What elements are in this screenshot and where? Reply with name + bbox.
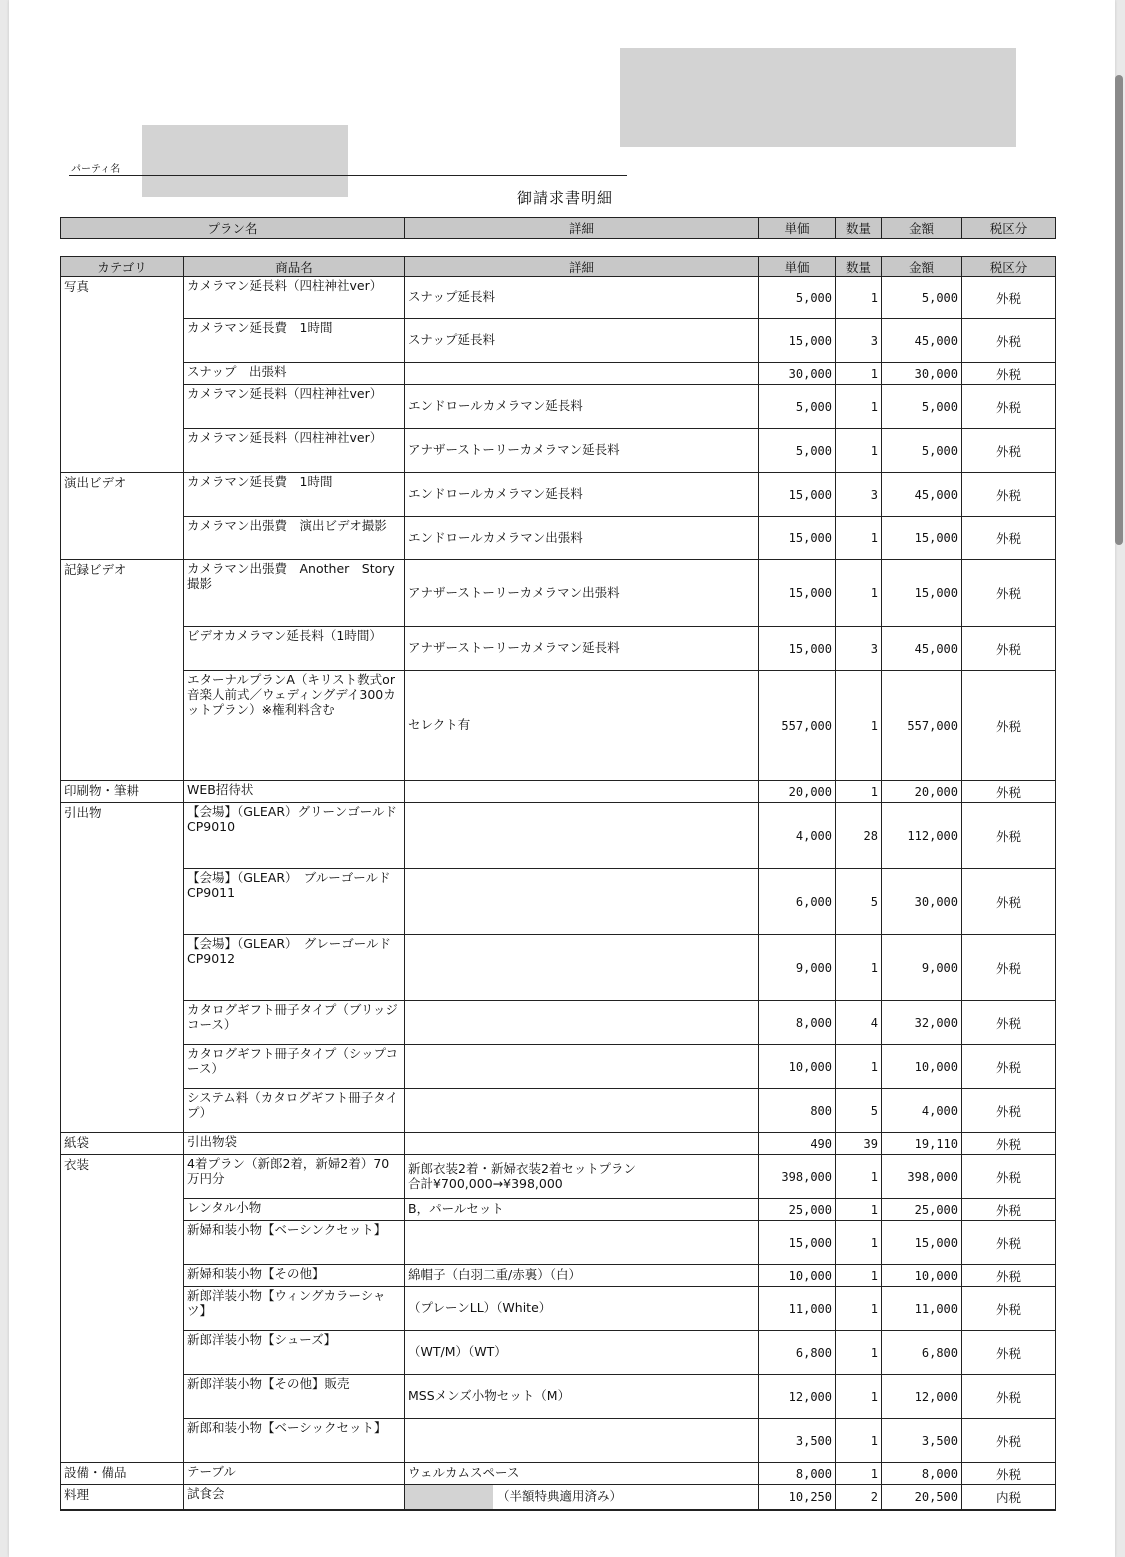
quantity-cell: 3	[836, 627, 882, 671]
detail-cell: アナザーストーリーカメラマン延長料	[405, 429, 759, 473]
quantity-cell: 3	[836, 319, 882, 363]
quantity-cell: 5	[836, 1089, 882, 1133]
detail-cell	[405, 781, 759, 803]
product-name-cell: カタログギフト冊子タイプ（シップコース）	[184, 1045, 405, 1089]
tax-type-cell: 外税	[962, 781, 1056, 803]
table-row	[61, 1485, 1056, 1511]
redacted-party-name	[142, 125, 348, 197]
detail-cell: （WT/M）（WT）	[405, 1331, 759, 1375]
table-row	[61, 1045, 1056, 1089]
product-name-cell: テーブル	[184, 1463, 405, 1485]
col-tax-type: 税区分	[962, 218, 1056, 239]
redacted-detail	[405, 1485, 493, 1509]
product-name-cell: 【会場】（GLEAR）グリーンゴールド CP9010	[184, 803, 405, 869]
table-row	[61, 319, 1056, 363]
amount-cell: 15,000	[882, 517, 962, 560]
detail-cell: MSSメンズ小物セット（M）	[405, 1375, 759, 1419]
quantity-cell: 1	[836, 1375, 882, 1419]
detail-cell	[405, 1089, 759, 1133]
product-name-cell: 新郎洋装小物【ウィングカラーシャツ】	[184, 1287, 405, 1331]
amount-cell: 5,000	[882, 385, 962, 429]
detail-cell	[405, 935, 759, 1001]
product-name-cell: 【会場】（GLEAR） グレーゴールド CP9012	[184, 935, 405, 1001]
quantity-cell: 1	[836, 1419, 882, 1463]
detail-cell	[405, 1001, 759, 1045]
table-row	[61, 473, 1056, 517]
tax-type-cell: 外税	[962, 429, 1056, 473]
detail-cell	[405, 1045, 759, 1089]
quantity-cell: 1	[836, 671, 882, 781]
col-amount: 金額	[882, 257, 962, 277]
detail-cell	[405, 869, 759, 935]
unit-price-cell: 10,000	[759, 1045, 836, 1089]
unit-price-cell: 5,000	[759, 277, 836, 319]
amount-cell: 8,000	[882, 1463, 962, 1485]
detail-cell	[405, 363, 759, 385]
quantity-cell: 1	[836, 517, 882, 560]
redacted-block-top-right	[620, 48, 1016, 147]
quantity-cell: 1	[836, 1287, 882, 1331]
product-name-cell: 【会場】（GLEAR） ブルーゴールド CP9011	[184, 869, 405, 935]
detail-cell: スナップ延長料	[405, 319, 759, 363]
tax-type-cell: 外税	[962, 473, 1056, 517]
quantity-cell: 1	[836, 363, 882, 385]
amount-cell: 30,000	[882, 363, 962, 385]
detail-line: 新郎衣装2着・新婦衣装2着セットプラン	[408, 1161, 637, 1177]
table-row	[61, 1133, 1056, 1155]
table-row	[61, 671, 1056, 781]
unit-price-cell: 3,500	[759, 1419, 836, 1463]
product-name-cell: カメラマン延長料（四柱神社ver）	[184, 429, 405, 473]
tax-type-cell: 外税	[962, 1375, 1056, 1419]
quantity-cell: 1	[836, 385, 882, 429]
unit-price-cell: 5,000	[759, 385, 836, 429]
tax-type-cell: 外税	[962, 1199, 1056, 1221]
category-cell: 印刷物・筆耕	[61, 781, 184, 803]
category-cell: 料理	[61, 1485, 184, 1511]
amount-cell: 10,000	[882, 1265, 962, 1287]
tax-type-cell: 外税	[962, 385, 1056, 429]
tax-type-cell: 外税	[962, 671, 1056, 781]
detail-cell	[405, 1221, 759, 1265]
quantity-cell: 1	[836, 1045, 882, 1089]
amount-cell: 15,000	[882, 1221, 962, 1265]
detail-cell: アナザーストーリーカメラマン出張料	[405, 560, 759, 627]
detail-cell: 綿帽子（白羽二重/赤裏）（白）	[405, 1265, 759, 1287]
quantity-cell: 1	[836, 1199, 882, 1221]
amount-cell: 398,000	[882, 1155, 962, 1199]
amount-cell: 45,000	[882, 473, 962, 517]
col-amount: 金額	[882, 218, 962, 239]
quantity-cell: 4	[836, 1001, 882, 1045]
plan-table	[60, 217, 1056, 239]
detail-cell: エンドロールカメラマン出張料	[405, 517, 759, 560]
unit-price-cell: 800	[759, 1089, 836, 1133]
unit-price-cell: 9,000	[759, 935, 836, 1001]
unit-price-cell: 10,000	[759, 1265, 836, 1287]
quantity-cell: 1	[836, 560, 882, 627]
tax-type-cell: 外税	[962, 517, 1056, 560]
detail-line: 合計¥700,000→¥398,000	[408, 1175, 563, 1191]
quantity-cell: 1	[836, 277, 882, 319]
table-row	[61, 627, 1056, 671]
unit-price-cell: 25,000	[759, 1199, 836, 1221]
unit-price-cell: 15,000	[759, 560, 836, 627]
amount-cell: 11,000	[882, 1287, 962, 1331]
unit-price-cell: 15,000	[759, 319, 836, 363]
tax-type-cell: 内税	[962, 1485, 1056, 1511]
table-row	[61, 869, 1056, 935]
col-quantity: 数量	[836, 257, 882, 277]
quantity-cell: 28	[836, 803, 882, 869]
detail-cell	[405, 803, 759, 869]
quantity-cell: 1	[836, 1463, 882, 1485]
document-title: 御請求書明細	[516, 189, 613, 207]
amount-cell: 20,500	[882, 1485, 962, 1511]
table-row	[61, 1463, 1056, 1485]
tax-type-cell: 外税	[962, 935, 1056, 1001]
product-name-cell: 新婦和装小物【その他】	[184, 1265, 405, 1287]
party-name-label: パーティ名	[71, 164, 121, 175]
category-cell: 設備・備品	[61, 1463, 184, 1485]
amount-cell: 557,000	[882, 671, 962, 781]
table-row	[61, 517, 1056, 560]
unit-price-cell: 8,000	[759, 1001, 836, 1045]
amount-cell: 15,000	[882, 560, 962, 627]
tax-type-cell: 外税	[962, 319, 1056, 363]
product-name-cell: カメラマン延長料（四柱神社ver）	[184, 277, 405, 319]
unit-price-cell: 30,000	[759, 363, 836, 385]
amount-cell: 45,000	[882, 319, 962, 363]
detail-cell: B，パールセット	[405, 1199, 759, 1221]
table-row	[61, 1419, 1056, 1463]
detail-cell: セレクト有	[405, 671, 759, 781]
detail-cell: （プレーンLL）（White）	[405, 1287, 759, 1331]
product-name-cell: カメラマン出張費 Another Story撮影	[184, 560, 405, 627]
unit-price-cell: 15,000	[759, 473, 836, 517]
tax-type-cell: 外税	[962, 627, 1056, 671]
table-row	[61, 1375, 1056, 1419]
unit-price-cell: 557,000	[759, 671, 836, 781]
table-row	[61, 1331, 1056, 1375]
table-row	[61, 1155, 1056, 1199]
product-name-cell: カタログギフト冊子タイプ（ブリッジコース）	[184, 1001, 405, 1045]
unit-price-cell: 8,000	[759, 1463, 836, 1485]
tax-type-cell: 外税	[962, 1155, 1056, 1199]
quantity-cell: 3	[836, 473, 882, 517]
table-row	[61, 385, 1056, 429]
detail-cell: ウェルカムスペース	[405, 1463, 759, 1485]
detail-cell	[405, 1485, 759, 1511]
product-name-cell: カメラマン延長料（四柱神社ver）	[184, 385, 405, 429]
product-name-cell: 引出物袋	[184, 1133, 405, 1155]
product-name-cell: カメラマン延長費 1時間	[184, 473, 405, 517]
product-name-cell: カメラマン出張費 演出ビデオ撮影	[184, 517, 405, 560]
tax-type-cell: 外税	[962, 869, 1056, 935]
table-row	[61, 1001, 1056, 1045]
detail-text: （半額特典適用済み）	[497, 1488, 623, 1504]
product-name-cell: システム料（カタログギフト冊子タイプ）	[184, 1089, 405, 1133]
tax-type-cell: 外税	[962, 363, 1056, 385]
product-name-cell: 新婦和装小物【ベーシンクセット】	[184, 1221, 405, 1265]
scrollbar-thumb[interactable]	[1115, 75, 1123, 545]
col-unit-price: 単価	[759, 257, 836, 277]
amount-cell: 112,000	[882, 803, 962, 869]
quantity-cell: 5	[836, 869, 882, 935]
table-row	[61, 935, 1056, 1001]
unit-price-cell: 5,000	[759, 429, 836, 473]
quantity-cell: 1	[836, 935, 882, 1001]
category-cell: 紙袋	[61, 1133, 184, 1155]
amount-cell: 9,000	[882, 935, 962, 1001]
detail-cell	[405, 1155, 759, 1199]
product-name-cell: エターナルプランA（キリスト教式or音楽人前式／ウェディングデイ300カットプラン）※権利料含む	[184, 671, 405, 781]
quantity-cell: 1	[836, 1331, 882, 1375]
tax-type-cell: 外税	[962, 803, 1056, 869]
unit-price-cell: 15,000	[759, 627, 836, 671]
tax-type-cell: 外税	[962, 277, 1056, 319]
product-name-cell: ビデオカメラマン延長料（1時間）	[184, 627, 405, 671]
unit-price-cell: 20,000	[759, 781, 836, 803]
table-row	[61, 1265, 1056, 1287]
table-row	[61, 1221, 1056, 1265]
table-row	[61, 429, 1056, 473]
product-name-cell: 新郎洋装小物【その他】販売	[184, 1375, 405, 1419]
tax-type-cell: 外税	[962, 1221, 1056, 1265]
unit-price-cell: 15,000	[759, 1221, 836, 1265]
unit-price-cell: 11,000	[759, 1287, 836, 1331]
quantity-cell: 1	[836, 429, 882, 473]
amount-cell: 5,000	[882, 277, 962, 319]
tax-type-cell: 外税	[962, 1265, 1056, 1287]
unit-price-cell: 398,000	[759, 1155, 836, 1199]
table-row	[61, 803, 1056, 869]
unit-price-cell: 10,250	[759, 1485, 836, 1511]
quantity-cell: 1	[836, 781, 882, 803]
col-detail: 詳細	[405, 257, 759, 277]
detail-cell: エンドロールカメラマン延長料	[405, 385, 759, 429]
amount-cell: 20,000	[882, 781, 962, 803]
amount-cell: 32,000	[882, 1001, 962, 1045]
items-table	[60, 256, 1056, 1511]
product-name-cell: 4着プラン（新郎2着，新婦2着）70万円分	[184, 1155, 405, 1199]
quantity-cell: 2	[836, 1485, 882, 1511]
detail-cell	[405, 1419, 759, 1463]
amount-cell: 45,000	[882, 627, 962, 671]
quantity-cell: 1	[836, 1155, 882, 1199]
tax-type-cell: 外税	[962, 560, 1056, 627]
tax-type-cell: 外税	[962, 1133, 1056, 1155]
detail-cell: エンドロールカメラマン延長料	[405, 473, 759, 517]
col-category: カテゴリ	[61, 257, 184, 277]
tax-type-cell: 外税	[962, 1089, 1056, 1133]
tax-type-cell: 外税	[962, 1331, 1056, 1375]
unit-price-cell: 6,800	[759, 1331, 836, 1375]
quantity-cell: 39	[836, 1133, 882, 1155]
product-name-cell: レンタル小物	[184, 1199, 405, 1221]
category-cell: 写真	[61, 277, 184, 473]
table-row	[61, 277, 1056, 319]
table-row	[61, 1089, 1056, 1133]
tax-type-cell: 外税	[962, 1001, 1056, 1045]
category-cell: 記録ビデオ	[61, 560, 184, 781]
amount-cell: 3,500	[882, 1419, 962, 1463]
unit-price-cell: 490	[759, 1133, 836, 1155]
category-cell: 衣装	[61, 1155, 184, 1463]
items-table-header	[61, 257, 1056, 277]
amount-cell: 5,000	[882, 429, 962, 473]
amount-cell: 10,000	[882, 1045, 962, 1089]
col-unit-price: 単価	[759, 218, 836, 239]
tax-type-cell: 外税	[962, 1287, 1056, 1331]
table-row	[61, 560, 1056, 627]
plan-table-header	[61, 218, 1056, 239]
unit-price-cell: 12,000	[759, 1375, 836, 1419]
product-name-cell: スナップ 出張料	[184, 363, 405, 385]
product-name-cell: カメラマン延長費 1時間	[184, 319, 405, 363]
table-row	[61, 1199, 1056, 1221]
category-cell: 演出ビデオ	[61, 473, 184, 560]
amount-cell: 25,000	[882, 1199, 962, 1221]
product-name-cell: WEB招待状	[184, 781, 405, 803]
amount-cell: 4,000	[882, 1089, 962, 1133]
quantity-cell: 1	[836, 1265, 882, 1287]
table-row	[61, 363, 1056, 385]
category-cell: 引出物	[61, 803, 184, 1133]
detail-cell: スナップ延長料	[405, 277, 759, 319]
amount-cell: 12,000	[882, 1375, 962, 1419]
table-row	[61, 1287, 1056, 1331]
unit-price-cell: 4,000	[759, 803, 836, 869]
tax-type-cell: 外税	[962, 1463, 1056, 1485]
detail-cell	[405, 1133, 759, 1155]
product-name-cell: 新郎和装小物【ベーシックセット】	[184, 1419, 405, 1463]
unit-price-cell: 15,000	[759, 517, 836, 560]
tax-type-cell: 外税	[962, 1419, 1056, 1463]
unit-price-cell: 6,000	[759, 869, 836, 935]
product-name-cell: 新郎洋装小物【シューズ】	[184, 1331, 405, 1375]
scrollbar[interactable]	[1115, 0, 1123, 1557]
col-quantity: 数量	[836, 218, 882, 239]
detail-cell: アナザーストーリーカメラマン延長料	[405, 627, 759, 671]
tax-type-cell: 外税	[962, 1045, 1056, 1089]
col-product-name: 商品名	[184, 257, 405, 277]
col-plan-name: プラン名	[61, 218, 405, 239]
amount-cell: 6,800	[882, 1331, 962, 1375]
col-detail: 詳細	[405, 218, 759, 239]
table-row	[61, 781, 1056, 803]
amount-cell: 30,000	[882, 869, 962, 935]
amount-cell: 19,110	[882, 1133, 962, 1155]
party-name-underline	[69, 175, 627, 176]
quantity-cell: 1	[836, 1221, 882, 1265]
col-tax-type: 税区分	[962, 257, 1056, 277]
product-name-cell: 試食会	[184, 1485, 405, 1511]
